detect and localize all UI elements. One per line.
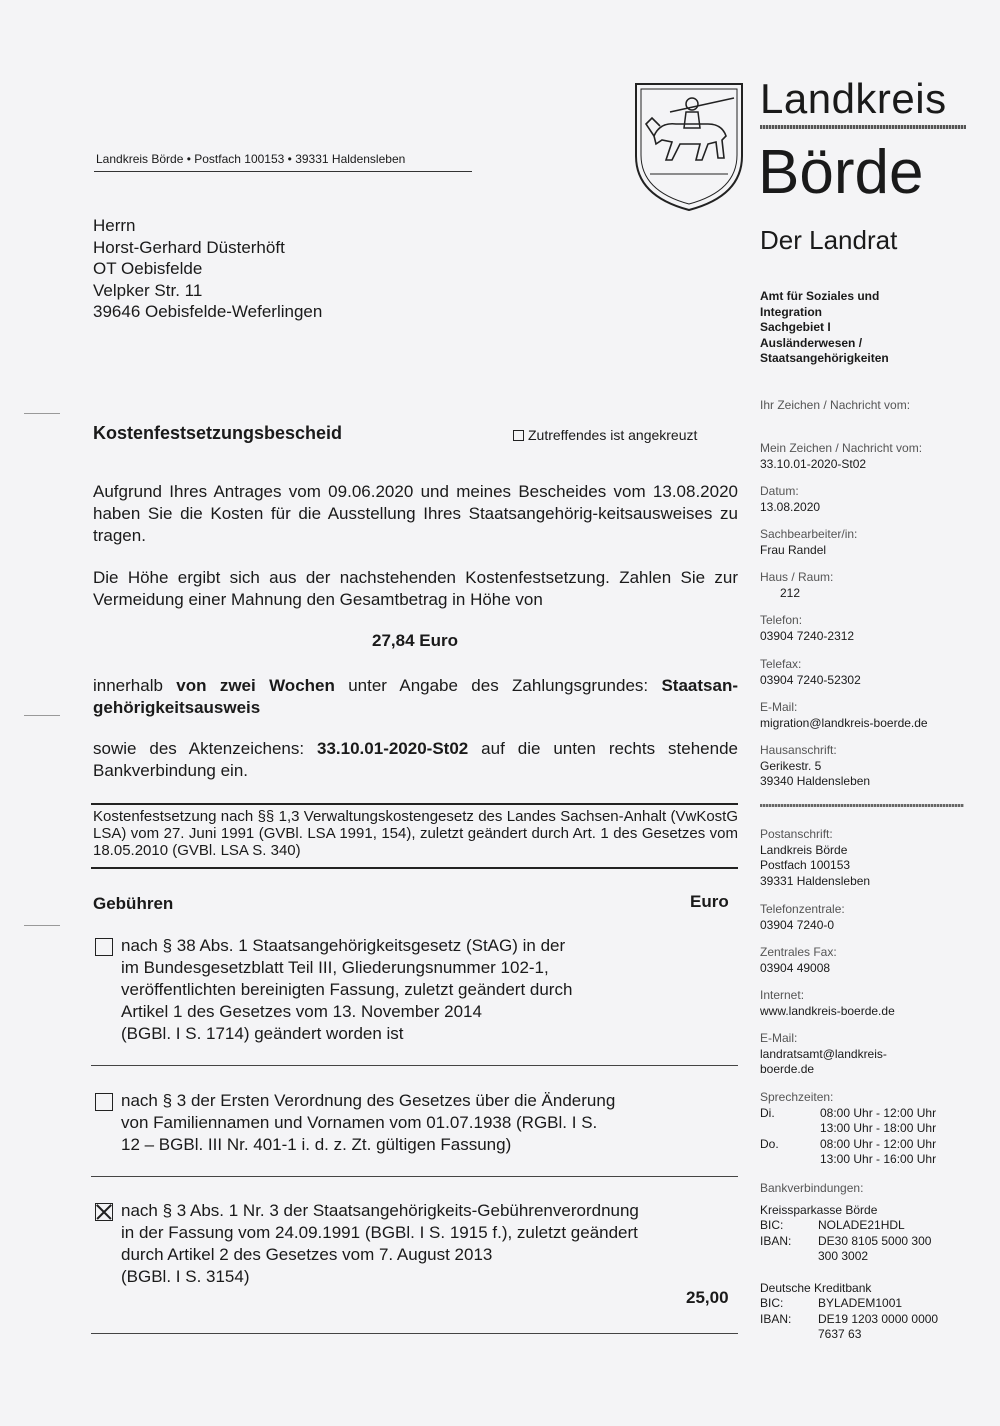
bank1-bic-row <box>760 1218 965 1234</box>
bank2-iban: DE19 1203 0000 0000 <box>818 1311 939 1326</box>
sprechzeit-time: 13:00 Uhr - 18:00 Uhr <box>820 1121 937 1135</box>
telefonzentrale-label: Telefonzentrale: <box>760 902 845 916</box>
fee-item-text: nach § 38 Abs. 1 Staatsangehörigkeitsgesetz (StAG) in der im Bundesgesetzblatt Teil III, Gliederungsnummer 102-1, veröffentlichten bereinigten Fassung, zuletzt geändert durch Artikel 1 des Gesetzes vom 13. November 2014 (BGBl. I S. 1714) geändert worden ist <box>121 936 573 1043</box>
email-block <box>760 700 965 731</box>
fold-mark <box>24 715 60 716</box>
bank2-iban-row-2 <box>760 1327 965 1343</box>
postanschrift-line: Postfach 100153 <box>760 858 851 872</box>
postanschrift-block <box>760 827 965 889</box>
checkbox-checked[interactable] <box>95 1203 113 1221</box>
fee-item-text: nach § 3 der Ersten Verordnung des Gesetzes über die Änderung von Familiennamen und Vornamen vom 01.07.1938 (RGBl. I S. 12 – BGBl. III Nr. 401-1 i. d. z. Zt. gültigen Fassung) <box>121 1091 616 1154</box>
checkbox-unchecked[interactable] <box>95 938 113 956</box>
raum-label: Haus / Raum: <box>760 570 834 584</box>
amount-paragraph: Die Höhe ergibt sich aus der nachstehenden Kostenfestsetzung. Zahlen Sie zur Vermeidung einer Mahnung den Gesamtbetrag in Höhe von <box>93 568 738 609</box>
mein-zeichen-label: Mein Zeichen / Nachricht vom: <box>760 441 923 455</box>
sprechzeit-day: Do. <box>760 1136 779 1151</box>
bank1-bic-label: BIC: <box>760 1218 784 1232</box>
email-value[interactable]: migration@landkreis-boerde.de <box>760 715 928 730</box>
telefonzentrale-value: 03904 7240-0 <box>760 917 835 932</box>
sidebar-divider <box>760 804 964 807</box>
fee-item-value: 25,00 <box>686 1288 729 1307</box>
bank1-name: Kreissparkasse Börde <box>760 1202 878 1217</box>
fee-item <box>95 1090 715 1156</box>
item-separator <box>91 1065 738 1066</box>
bank1-iban-row-2 <box>760 1249 965 1265</box>
bank2-name: Deutsche Kreditbank <box>760 1280 872 1295</box>
department-line: Amt für Soziales und <box>760 289 880 303</box>
sprechzeit-row <box>760 1152 965 1168</box>
sprechzeit-day: Di. <box>760 1105 775 1120</box>
email2-label: E-Mail: <box>760 1031 798 1045</box>
bank1-iban-label: IBAN: <box>760 1233 792 1248</box>
zentrales-fax-block <box>760 945 965 976</box>
email-label: E-Mail: <box>760 700 798 714</box>
bank1-iban-row <box>760 1234 965 1250</box>
department-line: Ausländerwesen / <box>760 335 863 350</box>
fees-heading: Gebühren <box>93 894 174 913</box>
email2-line[interactable]: landratsamt@landkreis- <box>760 1046 887 1061</box>
internet-value[interactable]: www.landkreis-boerde.de <box>760 1003 895 1018</box>
sprechzeit-day <box>760 1152 820 1168</box>
bank-label: Bankverbindungen: <box>760 1181 864 1195</box>
sachbearbeiter-value: Frau Randel <box>760 542 827 557</box>
email2-block <box>760 1031 965 1078</box>
telefon-label: Telefon: <box>760 613 803 627</box>
recipient-address <box>93 215 322 323</box>
intro-paragraph: Aufgrund Ihres Antrages vom 09.06.2020 und meines Bescheides vom 13.08.2020 haben Sie die Kosten für die Ausstellung Ihres Staatsangehörig-keitsausweises zu tragen. <box>93 482 738 545</box>
postanschrift-label: Postanschrift: <box>760 827 833 841</box>
fold-mark <box>24 413 60 414</box>
reference-text-a: sowie des Aktenzeichens: <box>93 739 318 758</box>
fee-item <box>95 1200 715 1288</box>
recipient-line: Velpker Str. 11 <box>93 280 203 300</box>
fee-item-text: nach § 3 Abs. 1 Nr. 3 der Staatsangehörigkeits-Gebührenverordnung in der Fassung vom 24.09.1991 (BGBl. I S. 1915 f.), zuletzt geändert durch Artikel 2 des Gesetzes vom 7. August 2013 (BGBl. I S. 3154) <box>121 1201 639 1286</box>
ihr-zeichen-label: Ihr Zeichen / Nachricht vom: <box>760 398 911 412</box>
telefonzentrale-block <box>760 902 965 933</box>
postanschrift-line: Landkreis Börde <box>760 842 848 857</box>
hausanschrift-line: Gerikestr. 5 <box>760 758 822 773</box>
bank2-bic: BYLADEM1001 <box>818 1296 903 1310</box>
legal-basis: Kostenfestsetzung nach §§ 1,3 Verwaltungskostengesetz des Landes Sachsen-Anhalt (VwKostG LSA) vom 27. Juni 1991 (GVBl. LSA 1991, 154), zuletzt geändert durch Art. 1 des Gesetzes vom 18.05.2010 (GVBl. LSA S. 340) <box>93 808 738 859</box>
telefax-label: Telefax: <box>760 657 802 671</box>
check-note <box>513 427 697 443</box>
datum-label: Datum: <box>760 484 799 498</box>
raum-block <box>760 570 965 601</box>
basis-top-rule <box>91 803 738 805</box>
basis-bottom-rule <box>91 867 738 869</box>
euro-column-heading: Euro <box>690 892 729 911</box>
sender-underline <box>94 171 472 172</box>
bank1-iban-cont: 300 3002 <box>818 1249 869 1263</box>
zentrales-fax-label: Zentrales Fax: <box>760 945 837 959</box>
internet-label: Internet: <box>760 988 805 1002</box>
reference-text-c: auf die unten rechts stehende Bankverbindung ein. <box>93 739 738 780</box>
sprechzeit-row <box>760 1137 965 1153</box>
sprechzeit-row <box>760 1106 965 1122</box>
checkbox-unchecked[interactable] <box>95 1093 113 1111</box>
fold-mark <box>24 925 60 926</box>
postanschrift-line: 39331 Haldensleben <box>760 873 871 888</box>
sprechzeit-time: 13:00 Uhr - 16:00 Uhr <box>820 1152 937 1166</box>
file-reference: 33.10.01-2020-St02 <box>317 739 469 758</box>
recipient-line: OT Oebisfelde <box>93 259 203 278</box>
hausanschrift-label: Hausanschrift: <box>760 743 837 757</box>
sprechzeit-day <box>760 1121 820 1137</box>
deadline-text-c: unter Angabe des Zahlungsgrundes: <box>334 676 662 695</box>
bank2-iban-row <box>760 1312 965 1328</box>
brand-der-landrat: Der Landrat <box>760 225 898 255</box>
department-line: Integration <box>760 304 822 319</box>
telefon-value: 03904 7240-2312 <box>760 628 855 643</box>
datum-value: 13.08.2020 <box>760 499 821 514</box>
hausanschrift-block <box>760 743 965 790</box>
brand-landkreis: Landkreis <box>760 75 947 122</box>
document-title: Kostenfestsetzungsbescheid <box>93 423 343 443</box>
deadline-text-a: innerhalb <box>93 676 177 695</box>
internet-block <box>760 988 965 1019</box>
brand-boerde: Börde <box>758 138 924 207</box>
bank2-bic-row <box>760 1296 965 1312</box>
coat-of-arms-logo <box>630 78 748 213</box>
bank2-iban-cont: 7637 63 <box>818 1327 862 1341</box>
sachbearbeiter-block <box>760 527 965 558</box>
brand-divider <box>760 125 966 129</box>
deadline-paragraph <box>93 675 738 719</box>
department-line: Sachgebiet I <box>760 320 831 334</box>
mein-zeichen-block <box>760 441 965 472</box>
mein-zeichen-value: 33.10.01-2020-St02 <box>760 456 867 471</box>
sprechzeit-time: 08:00 Uhr - 12:00 Uhr <box>820 1136 937 1151</box>
sachbearbeiter-label: Sachbearbeiter/in: <box>760 527 858 541</box>
bank2-iban-label: IBAN: <box>760 1311 792 1326</box>
telefax-block <box>760 657 965 688</box>
sprechzeiten-block <box>760 1090 965 1168</box>
department-block <box>760 289 960 367</box>
deadline-period: von zwei Wochen <box>176 676 335 695</box>
bank-block <box>760 1181 965 1343</box>
ihr-zeichen-block <box>760 398 965 414</box>
zentrales-fax-value: 03904 49008 <box>760 960 831 975</box>
recipient-line: Horst-Gerhard Düsterhöft <box>93 237 285 257</box>
department-line: Staatsangehörigkeiten <box>760 351 889 365</box>
reference-paragraph <box>93 738 738 782</box>
item-separator <box>91 1333 738 1334</box>
check-note-text: Zutreffendes ist angekreuzt <box>528 427 698 443</box>
sprechzeit-time: 08:00 Uhr - 12:00 Uhr <box>820 1105 937 1120</box>
recipient-line: Herrn <box>93 216 136 235</box>
email2-line[interactable]: boerde.de <box>760 1062 815 1076</box>
payment-reason: Staatsan-gehörigkeitsausweis <box>93 676 738 717</box>
raum-value: 212 <box>780 585 801 600</box>
bank1-bic: NOLADE21HDL <box>818 1218 905 1232</box>
datum-block <box>760 484 965 515</box>
sprechzeiten-label: Sprechzeiten: <box>760 1090 834 1104</box>
sprechzeit-row <box>760 1121 965 1137</box>
recipient-line: 39646 Oebisfelde-Weferlingen <box>93 302 323 321</box>
hausanschrift-line: 39340 Haldensleben <box>760 774 871 788</box>
checkbox-icon <box>513 430 524 441</box>
bank2-bic-label: BIC: <box>760 1296 784 1310</box>
bank1-iban: DE30 8105 5000 300 <box>818 1233 932 1248</box>
telefax-value: 03904 7240-52302 <box>760 672 861 687</box>
item-separator <box>91 1176 738 1177</box>
sender-address-line: Landkreis Börde • Postfach 100153 • 39331 Haldensleben <box>96 152 406 166</box>
total-amount: 27,84 Euro <box>372 631 458 650</box>
fee-item <box>95 935 715 1045</box>
